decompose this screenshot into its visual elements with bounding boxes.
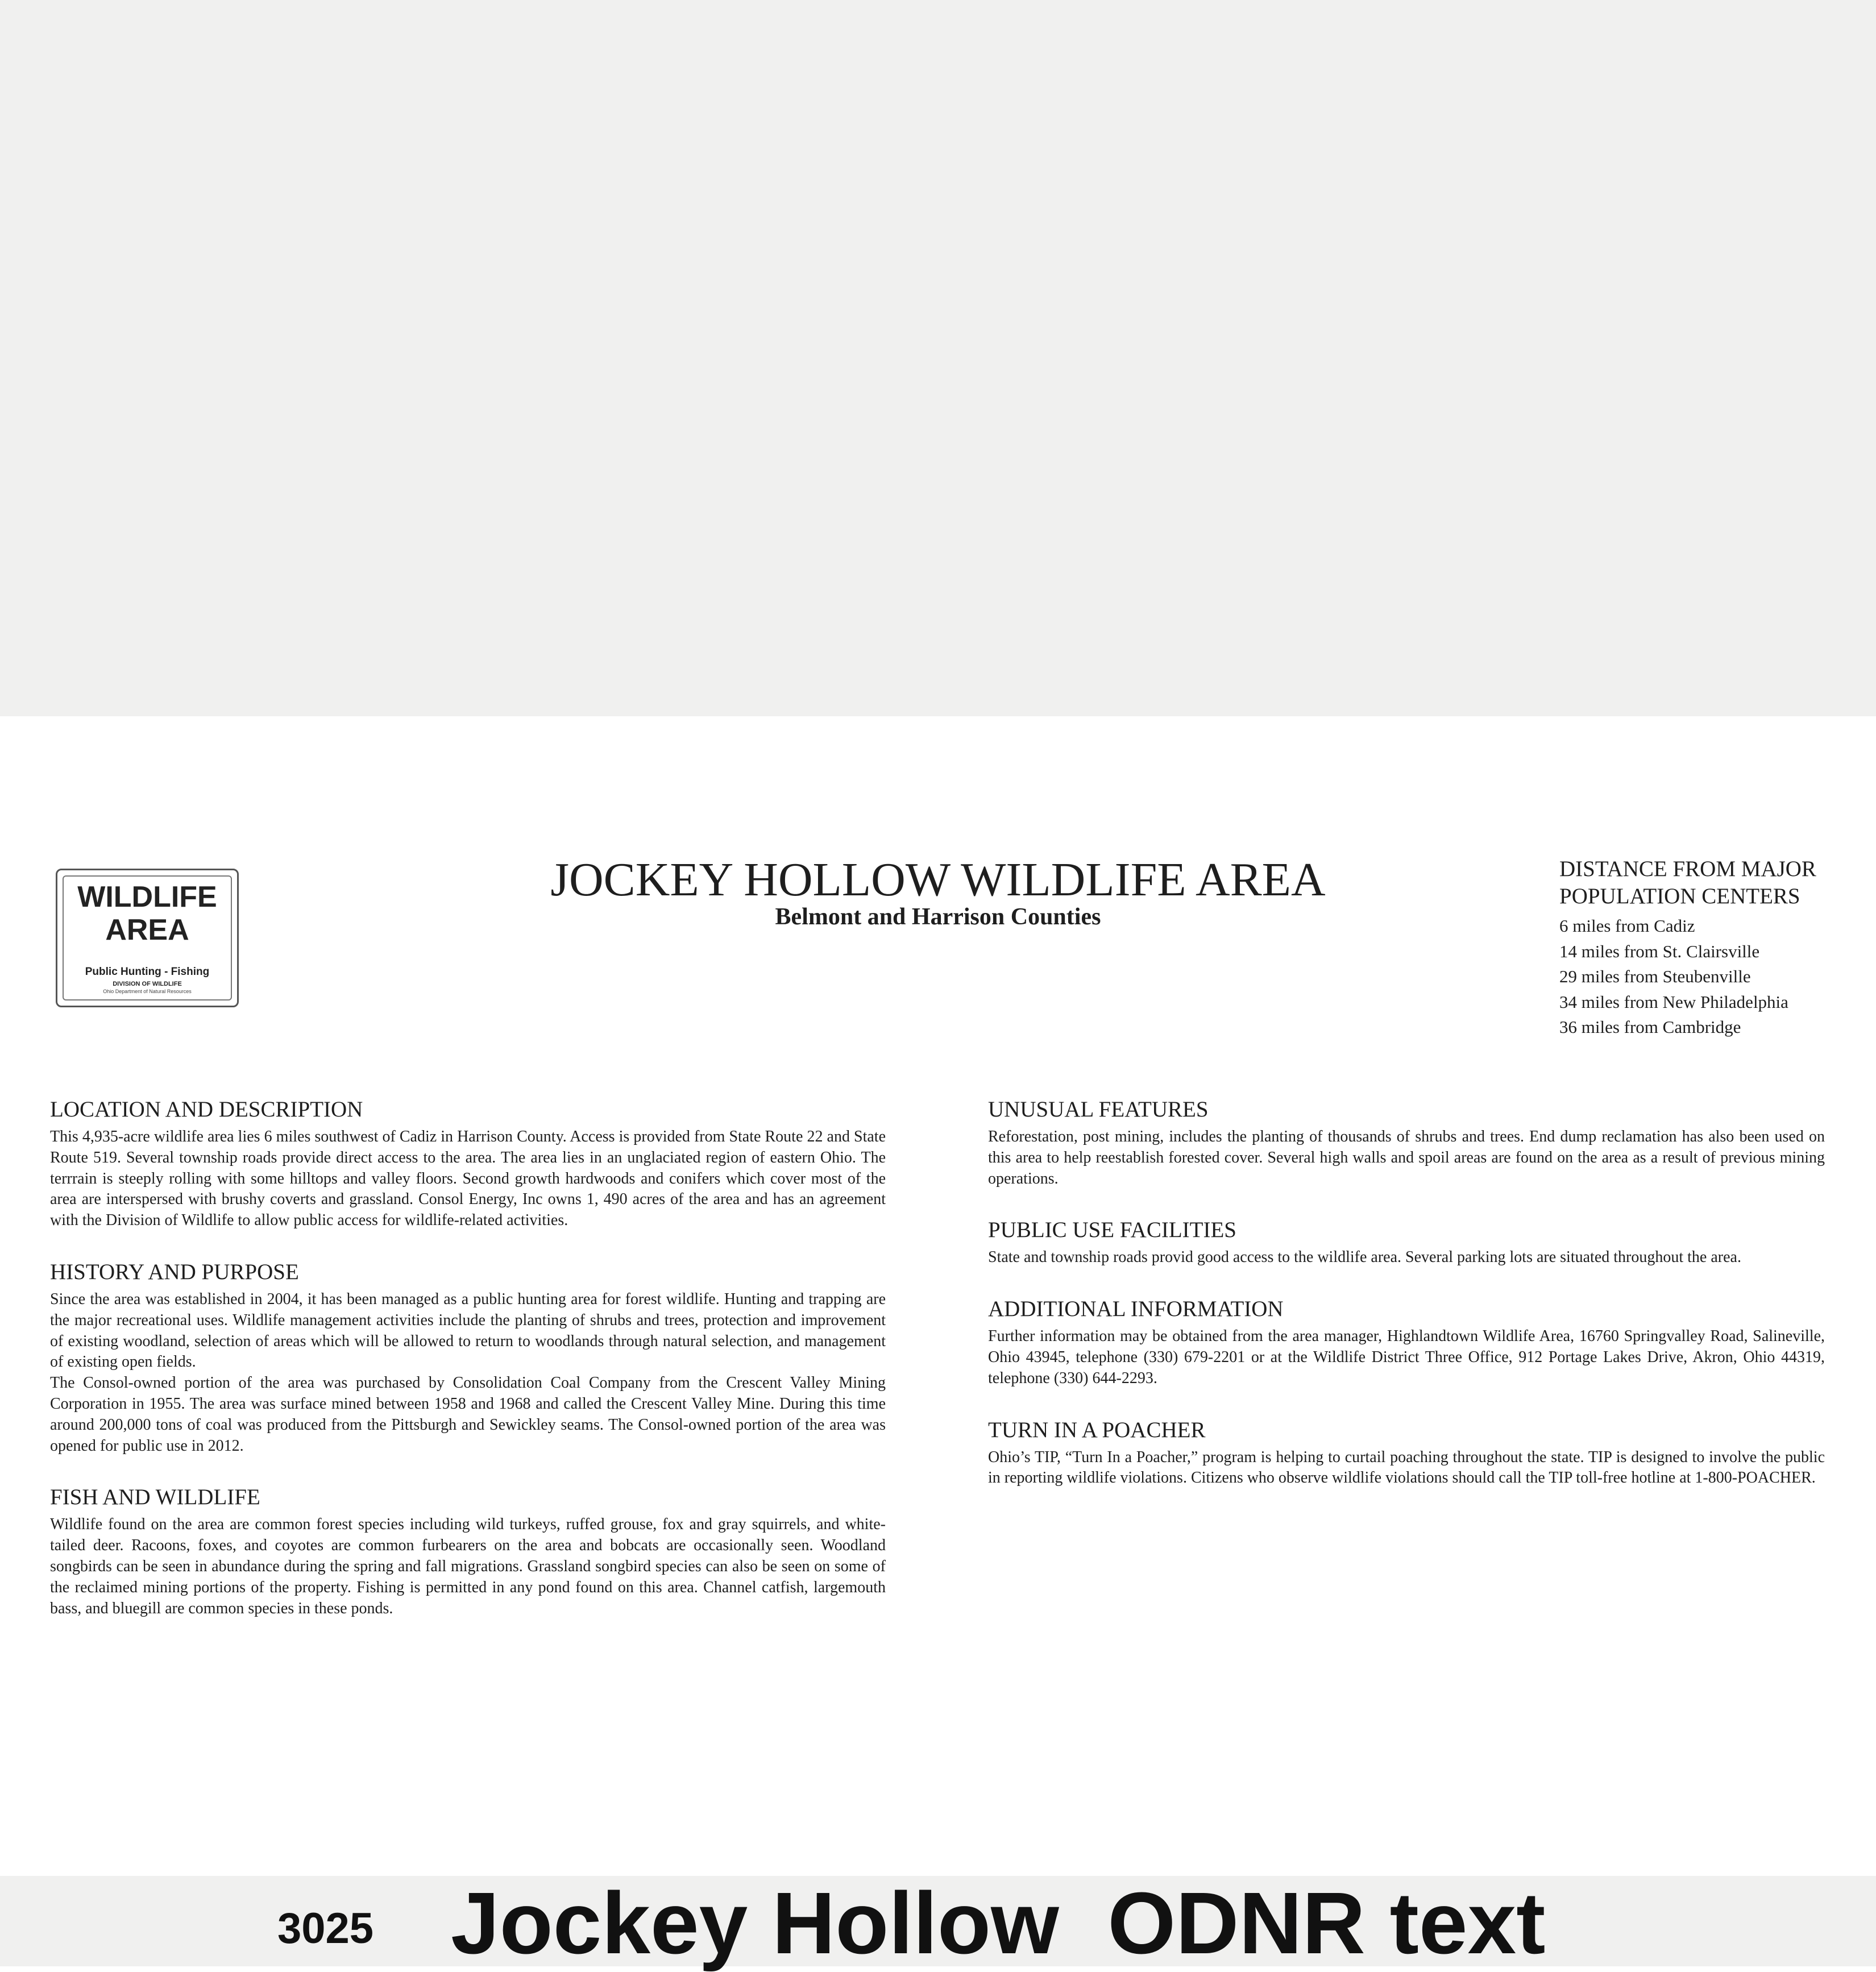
section-history (50, 1259, 886, 1456)
section-body-fish: Wildlife found on the area are common forest species including wild turkeys, ruffed grouse, fox and gray squirrels, and white-tailed deer. Racoons, foxes, and coyotes are common furbearers on the area and bobcats are occasionally seen. Woodland songbirds can be seen in abundance during the spring and fall migrations. Grassland songbird species can also be seen on some of the reclaimed mining portions of the property. Fishing is permitted in any pond found on this area. Channel catfish, largemouth bass, and bluegill are common species in these ponds. (50, 1516, 886, 1617)
section-body-history-1: Since the area was established in 2004, it has been managed as a public hunting area for forest wildlife. Hunting and trapping are the major recreational uses. Wildlife management activities include the planting of shrubs and trees, protection and improvement of existing woodland, selection of areas which will be allowed to return to woodlands through natural selection, and management of existing open fields. (50, 1290, 886, 1371)
section-heading-facilities: PUBLIC USE FACILITIES (988, 1218, 1236, 1243)
sign-title (57, 881, 237, 946)
distance-heading (1559, 856, 1855, 910)
section-location (50, 1096, 886, 1231)
section-heading-unusual: UNUSUAL FEATURES (988, 1097, 1209, 1122)
left-column (50, 1096, 886, 1646)
footer-title: Jockey Hollow ODNR text (451, 1874, 1546, 1972)
distance-item: 14 miles from St. Clairsville (1559, 941, 1760, 961)
sign-division: DIVISION OF WILDLIFE (113, 981, 182, 987)
distance-item: 29 miles from Steubenville (1559, 966, 1751, 986)
sign-title-line1: WILDLIFE (77, 881, 217, 914)
section-heading-location: LOCATION AND DESCRIPTION (50, 1097, 363, 1122)
distance-heading-line2: POPULATION CENTERS (1559, 884, 1800, 908)
section-body-location: This 4,935-acre wildlife area lies 6 miles southwest of Cadiz in Harrison County. Access is provided from State Route 22 and State Route 519. Several township roads provide direct access to the area. The area lies in an unglaciated region of eastern Ohio. The terrrain is steeply rolling with some hilltops and valley floors. Second growth hardwoods and conifers which cover most of the area are interspersed with brushy coverts and grassland. Consol Energy, Inc owns 1, 490 acres of the area and has an agreement with the Division of Wildlife to allow public access for wildlife-related activities. (50, 1128, 886, 1230)
sign-department: Ohio Department of Natural Resources (103, 989, 192, 994)
section-body-poacher: Ohio’s TIP, “Turn In a Poacher,” program is helping to curtail poaching throughout the state. TIP is designed to involve the public in reporting wildlife violations. Citizens who observe wildlife violations should call the TIP toll-free hotline at 1-800-POACHER. (988, 1448, 1825, 1487)
right-column (988, 1096, 1825, 1516)
section-heading-additional: ADDITIONAL INFORMATION (988, 1297, 1284, 1322)
page-title: JOCKEY HOLLOW WILDLIFE AREA (550, 853, 1326, 906)
distance-item: 34 miles from New Philadelphia (1559, 991, 1788, 1012)
top-blank-band (0, 0, 1876, 716)
distance-item: 36 miles from Cambridge (1559, 1017, 1741, 1037)
section-fish (50, 1484, 886, 1619)
section-heading-poacher: TURN IN A POACHER (988, 1417, 1206, 1442)
distance-panel (1559, 856, 1855, 1040)
distance-heading-line1: DISTANCE FROM MAJOR (1559, 857, 1816, 881)
section-additional (988, 1296, 1825, 1389)
footer-page-number: 3025 (277, 1904, 374, 1953)
section-body-history-2: The Consol-owned portion of the area was purchased by Consolidation Coal Company from the Crescent Valley Mining Corporation in 1955. The area was surface mined between 1958 and 1968 and called the Crescent Valley Mine. During this time around 200,000 tons of coal was produced from the Pittsburgh and Sewickley seams. The Consol-owned portion of the area was opened for public use in 2012. (50, 1374, 886, 1455)
sign-subtitle: Public Hunting - Fishing (85, 966, 210, 978)
section-facilities (988, 1217, 1825, 1268)
section-body-unusual: Reforestation, post mining, includes the planting of thousands of shrubs and trees. End dump reclamation has also been used on this area to help reestablish forested cover. Several high walls and spoil areas are found on the area as a result of previous mining operations. (988, 1128, 1825, 1188)
section-heading-fish: FISH AND WILDLIFE (50, 1485, 260, 1510)
section-heading-history: HISTORY AND PURPOSE (50, 1259, 299, 1284)
section-unusual (988, 1096, 1825, 1189)
page-subtitle: Belmont and Harrison Counties (775, 904, 1101, 930)
section-poacher (988, 1417, 1825, 1489)
wildlife-area-sign-logo (56, 869, 239, 1007)
distance-item: 6 miles from Cadiz (1559, 916, 1695, 936)
section-body-additional: Further information may be obtained from the area manager, Highlandtown Wildlife Area, 16760 Springvalley Road, Salineville, Ohio 43945, telephone (330) 679-2201 or at the Wildlife District Three Office, 912 Portage Lakes Drive, Akron, Ohio 44319, telephone (330) 644-2293. (988, 1327, 1825, 1387)
distance-list (1559, 914, 1855, 1040)
sign-title-line2: AREA (105, 914, 189, 946)
section-body-facilities: State and township roads provid good access to the wildlife area. Several parking lots are situated throughout the area. (988, 1248, 1741, 1267)
